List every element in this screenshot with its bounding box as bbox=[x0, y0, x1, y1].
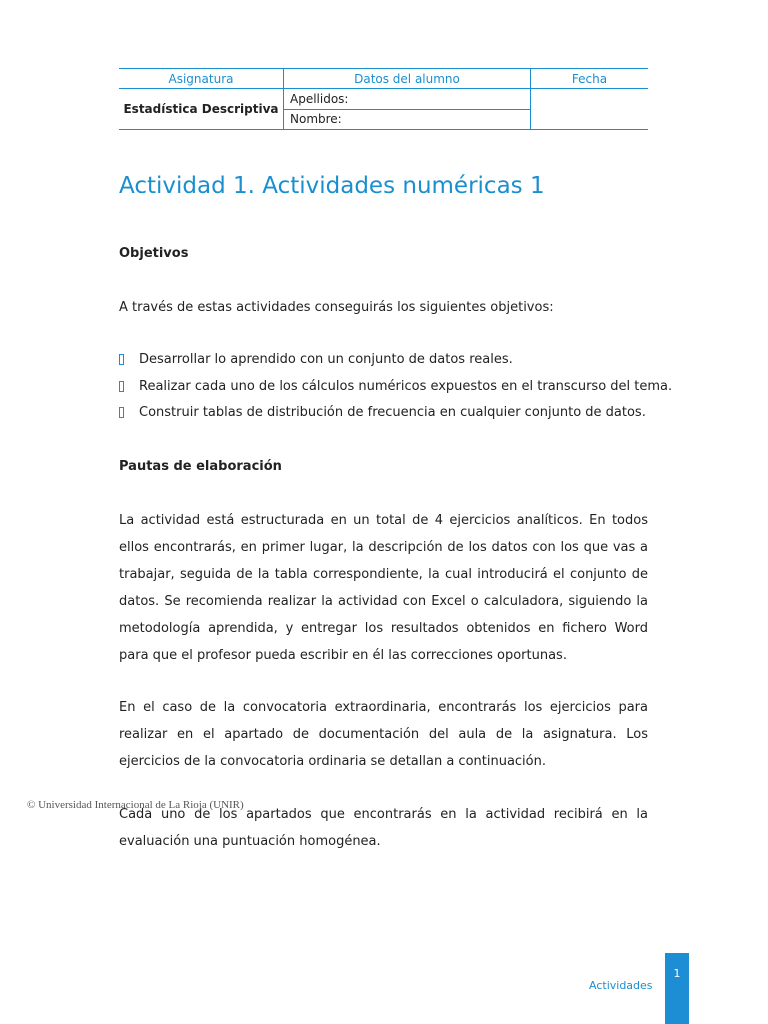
name-field: Nombre: bbox=[284, 109, 531, 130]
guidelines-paragraph: Cada uno de los apartados que encontrarás en la actividad recibirá en la evaluación una puntuación homogénea. bbox=[119, 807, 648, 849]
guidelines-heading: Pautas de elaboración bbox=[119, 459, 282, 474]
page-title: Actividad 1. Actividades numéricas 1 bbox=[119, 173, 545, 199]
date-field bbox=[531, 89, 649, 130]
bullet-icon bbox=[119, 354, 124, 365]
list-item bbox=[119, 400, 659, 427]
list-item bbox=[119, 374, 673, 401]
list-item-text: Realizar cada uno de los cálculos numéricos expuestos en el transcurso del tema. bbox=[139, 378, 673, 394]
guidelines-paragraph: La actividad está estructurada en un total de 4 ejercicios analíticos. En todos ellos encontrarás, en primer lugar, la descripción de los datos con los que vas a trabajar, seguida de la tabla correspondiente, la cual introducirá el conjunto de datos. Se recomienda realizar la actividad con Excel o calculadora, siguiendo la metodología aprendida, y entregar los resultados obtenidos en fichero Word para que el profesor pueda escribir en él las correcciones oportunas. bbox=[119, 513, 648, 663]
list-item-text: Desarrollar lo aprendido con un conjunto de datos reales. bbox=[139, 352, 513, 367]
header-col-student: Datos del alumno bbox=[284, 69, 531, 89]
page-number: 1 bbox=[665, 953, 689, 1024]
list-item-text: Construir tablas de distribución de frecuencia en cualquier conjunto de datos. bbox=[139, 405, 646, 420]
list-item bbox=[119, 347, 659, 374]
surname-field: Apellidos: bbox=[284, 89, 531, 110]
objectives-intro: A través de estas actividades conseguirás los siguientes objetivos: bbox=[119, 300, 554, 315]
subject-name: Estadística Descriptiva bbox=[119, 89, 284, 130]
bullet-icon bbox=[119, 381, 124, 392]
bullet-icon bbox=[119, 407, 124, 418]
header-col-subject: Asignatura bbox=[119, 69, 284, 89]
footer-section-label: Actividades bbox=[589, 979, 653, 992]
header-col-date: Fecha bbox=[531, 69, 649, 89]
guidelines-paragraph: En el caso de la convocatoria extraordinaria, encontrarás los ejercicios para realizar en el apartado de documentación del aula de la asignatura. Los ejercicios de la convocatoria ordinaria se detallan a continuación. bbox=[119, 700, 648, 769]
objectives-heading: Objetivos bbox=[119, 246, 189, 261]
header-table bbox=[119, 68, 648, 130]
copyright-notice: © Universidad Internacional de La Rioja (UNIR) bbox=[27, 799, 244, 811]
objectives-list bbox=[119, 347, 673, 427]
